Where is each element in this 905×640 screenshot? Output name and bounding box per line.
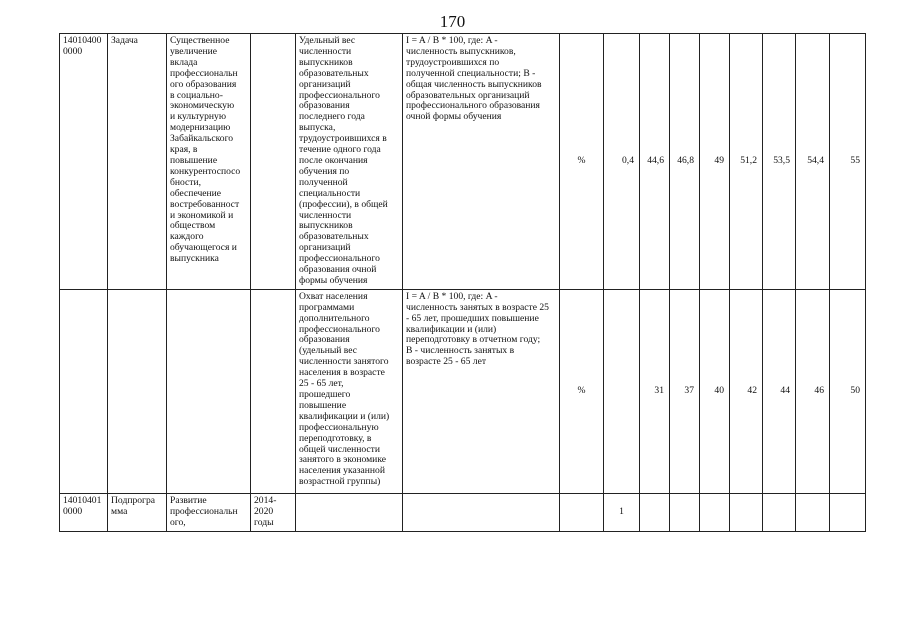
row-unit <box>560 493 604 531</box>
row-value: 0,4 <box>604 34 640 290</box>
row-formula: I = A / B * 100, где: A - численность выпускников, трудоустроившихся по полученной специальности; B - общая численность выпускников образовательных организаций профессионального образования очной формы обучения <box>403 34 560 290</box>
row-code <box>60 289 108 493</box>
row-value <box>796 493 830 531</box>
row-name: Развитие профессиональн ого, <box>167 493 251 531</box>
table-row <box>60 493 866 531</box>
table-row <box>60 289 866 493</box>
row-value <box>700 493 730 531</box>
row-value <box>763 493 796 531</box>
row-indicator: Удельный вес численности выпускников образовательных организаций профессионального образования последнего года выпуска, трудоустроившихся в течение одного года после окончания обучения по полученной специальности (профессии), в общей численности выпускников образовательных организаций профессионального образования очной формы обучения <box>296 34 403 290</box>
row-formula <box>403 493 560 531</box>
row-value: 46 <box>796 289 830 493</box>
row-value: 31 <box>640 289 670 493</box>
row-formula: I = A / B * 100, где: A - численность занятых в возрасте 25 - 65 лет, прошедших повышение квалификации и (или) переподготовку в отчетном году; B - численность занятых в возрасте 25 - 65 лет <box>403 289 560 493</box>
row-value: 42 <box>730 289 763 493</box>
row-unit: % <box>560 34 604 290</box>
program-table <box>59 33 866 532</box>
row-name: Существенное увеличение вклада профессиональн ого образования в социально- экономическую и культурную модернизацию Забайкальского края, в повышение конкурентоспосо бности, обеспечение востребованност и экономикой и обществом каждого обучающегося и выпускника <box>167 34 251 290</box>
row-value: 51,2 <box>730 34 763 290</box>
row-value: 54,4 <box>796 34 830 290</box>
row-indicator <box>296 493 403 531</box>
row-type: Задача <box>108 34 167 290</box>
row-value: 40 <box>700 289 730 493</box>
page-number: 170 <box>439 12 466 31</box>
row-period <box>251 34 296 290</box>
row-value: 53,5 <box>763 34 796 290</box>
row-unit: % <box>560 289 604 493</box>
row-value <box>640 493 670 531</box>
row-value <box>830 493 866 531</box>
row-value <box>604 289 640 493</box>
row-value: 50 <box>830 289 866 493</box>
row-type <box>108 289 167 493</box>
row-value <box>670 493 700 531</box>
row-value: 49 <box>700 34 730 290</box>
row-period <box>251 289 296 493</box>
row-name <box>167 289 251 493</box>
row-value: 44,6 <box>640 34 670 290</box>
row-value: 37 <box>670 289 700 493</box>
row-value: 1 <box>604 493 640 531</box>
row-code: 14010400 0000 <box>60 34 108 290</box>
table-row <box>60 34 866 290</box>
row-period: 2014- 2020 годы <box>251 493 296 531</box>
row-value: 46,8 <box>670 34 700 290</box>
row-code: 14010401 0000 <box>60 493 108 531</box>
row-type: Подпрогра мма <box>108 493 167 531</box>
row-value: 44 <box>763 289 796 493</box>
row-indicator: Охват населения программами дополнительного профессионального образования (удельный вес численности занятого населения в возрасте 25 - 65 лет, прошедшего повышение квалификации и (или) профессиональную переподготовку, в общей численности занятого в экономике населения указанной возрастной группы) <box>296 289 403 493</box>
row-value: 55 <box>830 34 866 290</box>
row-value <box>730 493 763 531</box>
